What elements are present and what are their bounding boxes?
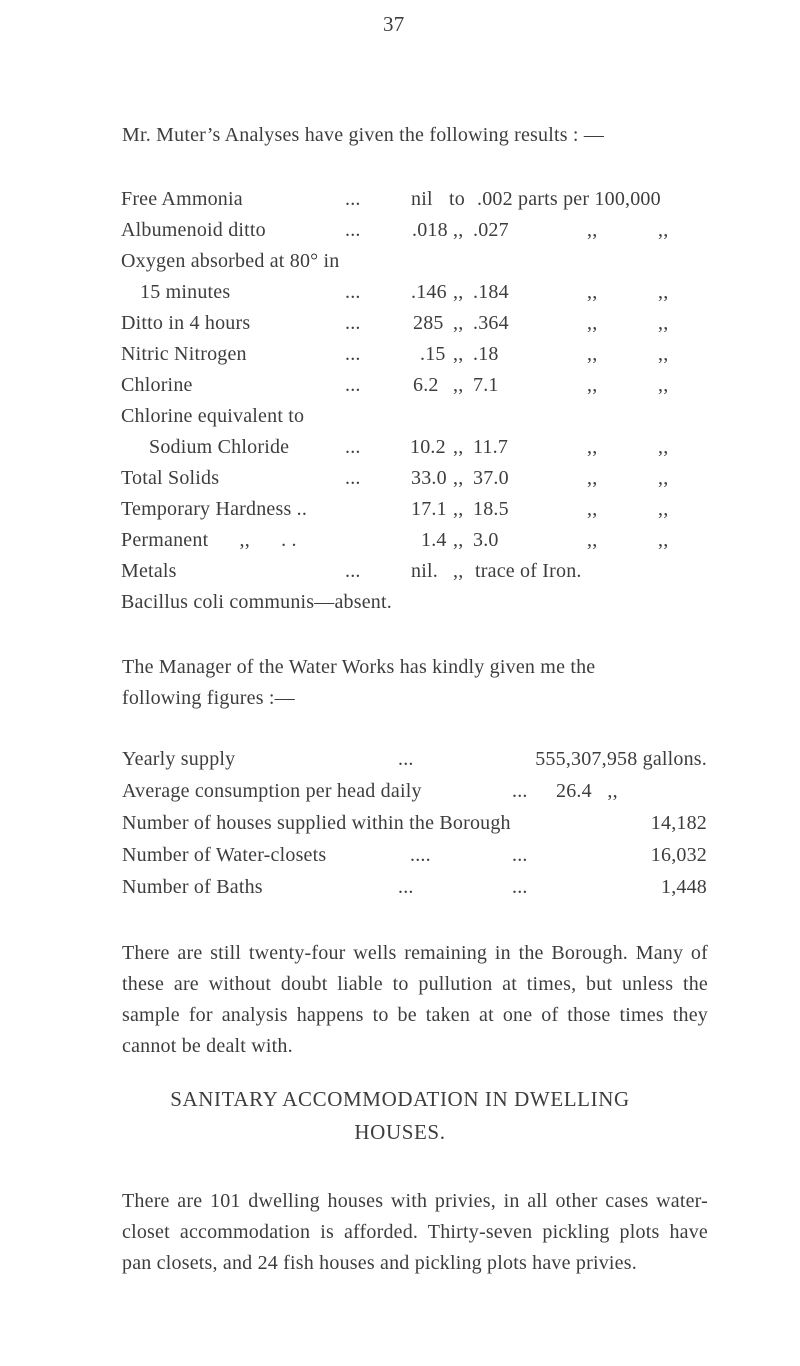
ditto-mark: ,,: [587, 374, 598, 396]
ditto-mark: ,,: [453, 374, 464, 396]
analysis-low: 1.4: [421, 529, 447, 551]
analysis-name: Chlorine: [121, 374, 193, 396]
analysis-name: Chlorine equivalent to: [121, 405, 305, 427]
ditto-mark: ,,: [658, 343, 669, 365]
ditto-mark: ,,: [453, 436, 464, 458]
table-row: [0, 467, 800, 495]
analysis-high: .364: [473, 312, 509, 334]
leader-dots: ...: [512, 876, 528, 898]
figure-value: 555,307,958 gallons.: [535, 748, 707, 770]
ditto-mark: ,,: [587, 436, 598, 458]
leader-dots: ...: [345, 312, 361, 334]
leader-dots: ...: [398, 876, 414, 898]
analysis-name: Nitric Nitrogen: [121, 343, 247, 365]
analysis-name: Sodium Chloride: [149, 436, 290, 458]
ditto-mark: ,,: [587, 529, 598, 551]
table-row: [0, 591, 800, 619]
table-row: [0, 498, 800, 526]
analysis-high: .184: [473, 281, 509, 303]
figure-label: Number of houses supplied within the Borough: [122, 812, 511, 834]
analysis-low: 17.1: [411, 498, 447, 520]
water-works-intro-line2: following figures :—: [122, 687, 295, 709]
figure-value: 1,448: [661, 876, 707, 898]
ditto-mark: ,,: [587, 498, 598, 520]
list-item: [0, 812, 800, 842]
analysis-name: Free Ammonia: [121, 188, 243, 210]
ditto-mark: ,,: [587, 312, 598, 334]
ditto-mark: ,,: [658, 436, 669, 458]
ditto-mark: ,,: [658, 281, 669, 303]
analysis-low: .15: [420, 343, 446, 365]
table-row: [0, 436, 800, 464]
leader-dots: ...: [345, 467, 361, 489]
analysis-low: .018: [412, 219, 448, 241]
table-row: [0, 219, 800, 247]
ditto-mark: ,,: [453, 219, 464, 241]
ditto-mark: ,,: [453, 498, 464, 520]
analysis-low: 285: [413, 312, 444, 334]
section-heading-line2: HOUSES.: [354, 1120, 446, 1144]
ditto-mark: ,,: [453, 560, 464, 582]
ditto-mark: ,,: [658, 219, 669, 241]
analysis-name: Permanent ,, . .: [121, 529, 297, 551]
ditto-mark: ,,: [453, 529, 464, 551]
analysis-high: 11.7: [473, 436, 509, 458]
list-item: [0, 748, 800, 778]
figure-label: Number of Baths: [122, 876, 263, 898]
leader-dots: ...: [345, 281, 361, 303]
figure-label: Average consumption per head daily: [122, 780, 422, 802]
ditto-mark: ,,: [453, 312, 464, 334]
ditto-mark: ,,: [587, 219, 598, 241]
ditto-mark: ,,: [453, 281, 464, 303]
leader-dots: ...: [345, 436, 361, 458]
page-number: 37: [383, 12, 405, 36]
ditto-mark: ,,: [658, 529, 669, 551]
leader-dots: ...: [398, 748, 414, 770]
figure-value: 14,182: [650, 812, 707, 834]
ditto-mark: ,,: [587, 281, 598, 303]
sanitary-paragraph: There are 101 dwelling houses with privies, in all other cases water-closet accommodation is afforded. Thirty-seven pickling plots have pan closets, and 24 fish houses and pickling plots have privies.: [122, 1190, 708, 1274]
table-row: [0, 343, 800, 371]
analysis-high: .027: [473, 219, 509, 241]
analysis-name: Metals: [121, 560, 177, 582]
leader-dots: ...: [512, 844, 528, 866]
leader-dots: ...: [345, 219, 361, 241]
ditto-mark: ,,: [658, 467, 669, 489]
analysis-low: nil: [411, 188, 433, 210]
analysis-high: .18: [473, 343, 499, 365]
ditto-mark: ,,: [453, 343, 464, 365]
list-item: [0, 876, 800, 906]
analysis-high: 18.5: [473, 498, 509, 520]
analysis-footer: Bacillus coli communis—absent.: [121, 591, 392, 613]
ditto-mark: ,,: [658, 498, 669, 520]
analysis-name: 15 minutes: [140, 281, 231, 303]
analysis-high: .002 parts per 100,000: [477, 188, 661, 210]
list-item: [0, 780, 800, 810]
figure-label: Yearly supply: [122, 748, 236, 770]
leader-dots: ...: [345, 188, 361, 210]
ditto-mark: ,,: [587, 467, 598, 489]
analysis-high: 3.0: [473, 529, 499, 551]
list-item: [0, 844, 800, 874]
figure-value: 26.4 ,,: [556, 780, 618, 802]
analysis-high: 7.1: [473, 374, 499, 396]
ditto-mark: ,,: [658, 312, 669, 334]
figure-value: 16,032: [650, 844, 707, 866]
analysis-high: trace of Iron.: [475, 560, 582, 582]
analysis-low: 33.0: [411, 467, 447, 489]
analysis-name: Total Solids: [121, 467, 220, 489]
leader-dots: ...: [345, 560, 361, 582]
analysis-low: 6.2: [413, 374, 439, 396]
analysis-name: Albumenoid ditto: [121, 219, 266, 241]
table-row: [0, 560, 800, 588]
analysis-low: .146: [411, 281, 447, 303]
table-row: [0, 529, 800, 557]
table-row: [0, 312, 800, 340]
section-heading-line1: SANITARY ACCOMMODATION IN DWELLING: [170, 1087, 630, 1111]
ditto-mark: ,,: [587, 343, 598, 365]
ditto-mark: ,,: [658, 374, 669, 396]
analysis-name: Ditto in 4 hours: [121, 312, 251, 334]
analysis-high: 37.0: [473, 467, 509, 489]
analysis-low: nil.: [411, 560, 438, 582]
analysis-to: to: [449, 188, 465, 210]
analyses-intro: Mr. Muter’s Analyses have given the following results : —: [122, 124, 605, 146]
figure-label: Number of Water-closets: [122, 844, 327, 866]
table-row: [0, 374, 800, 402]
table-row: [0, 281, 800, 309]
leader-dots: ...: [345, 343, 361, 365]
analysis-name: Oxygen absorbed at 80° in: [121, 250, 340, 272]
leader-dots: ...: [512, 780, 528, 802]
table-row: [0, 188, 800, 216]
wells-paragraph: There are still twenty-four wells remaining in the Borough. Many of these are without doubt liable to pullution at times, but unless the sample for analysis happens to be taken at one of those times they cannot be dealt with.: [122, 942, 708, 1057]
leader-dots: ...: [345, 374, 361, 396]
analysis-name: Temporary Hardness ..: [121, 498, 308, 520]
table-row: [0, 405, 800, 433]
ditto-mark: ,,: [453, 467, 464, 489]
water-works-intro-line1: The Manager of the Water Works has kindly given me the: [122, 656, 596, 678]
analysis-low: 10.2: [410, 436, 446, 458]
table-row: [0, 250, 800, 278]
leader-dots: ....: [410, 844, 431, 866]
